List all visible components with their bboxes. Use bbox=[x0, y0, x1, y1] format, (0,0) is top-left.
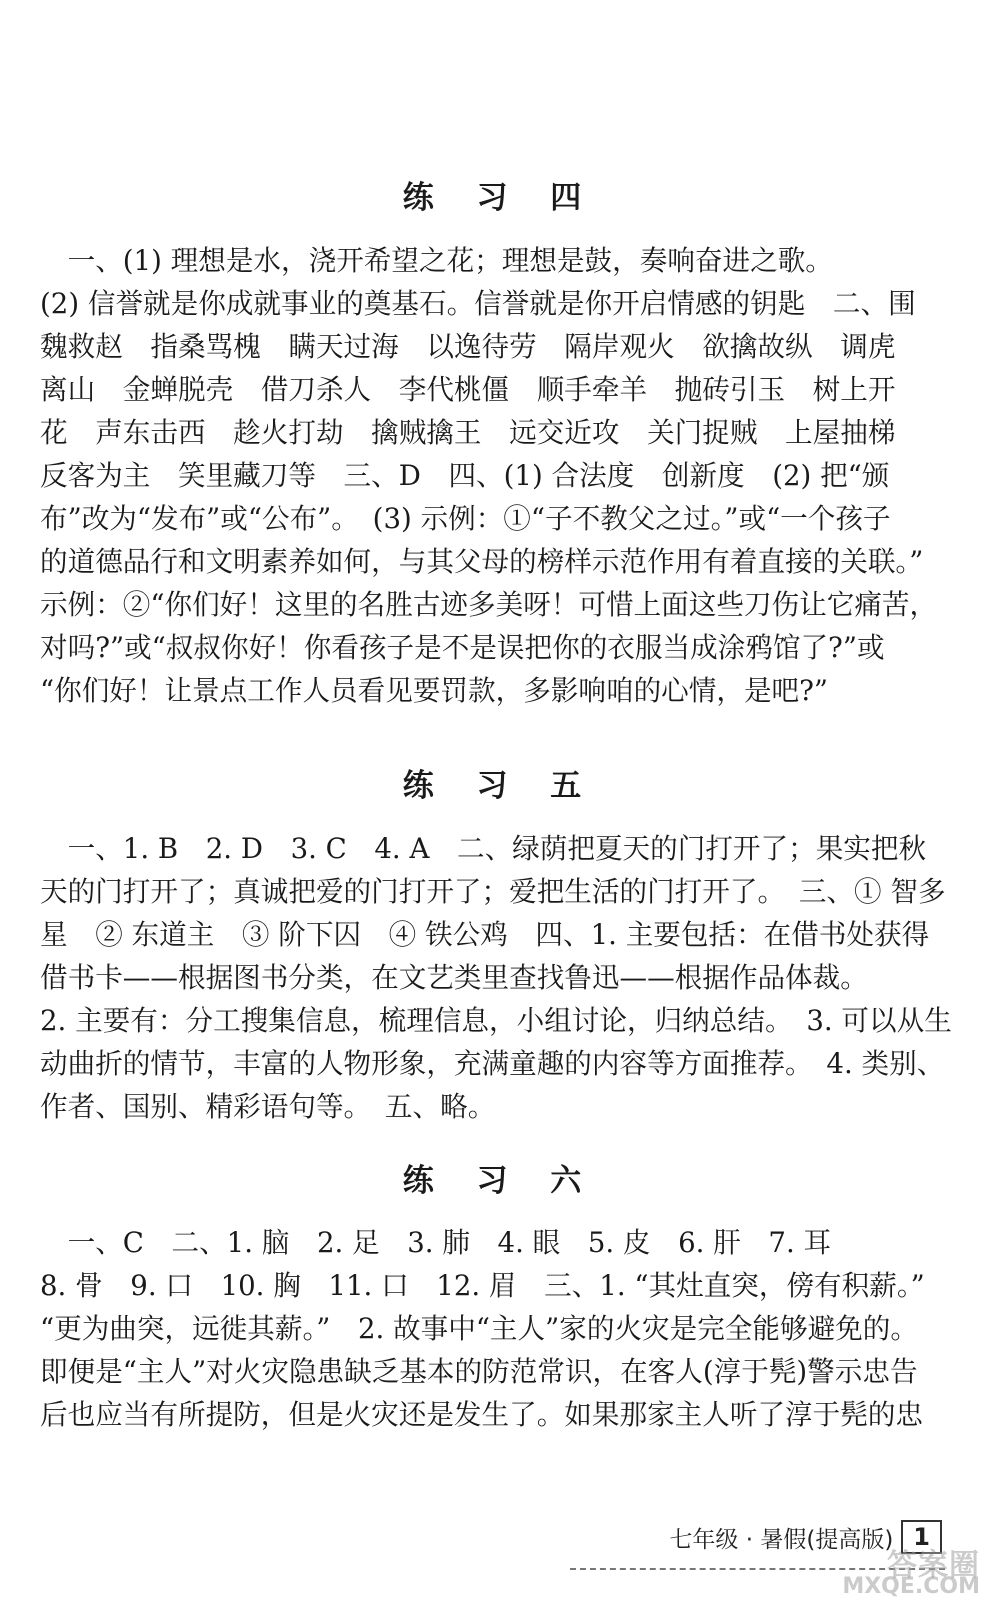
text-line: (2) 信誉就是你成就事业的奠基石。信誉就是你开启情感的钥匙 二、围 bbox=[40, 287, 916, 320]
watermark-url: MXQE.COM bbox=[842, 1574, 980, 1599]
text-line: 即便是“主人”对火灾隐患缺乏基本的防范常识，在客人(淳于髡)警示忠告 bbox=[40, 1355, 918, 1388]
section-title-5: 练 习 五 bbox=[402, 768, 598, 804]
text-line: 离山 金蝉脱壳 借刀杀人 李代桃僵 顺手牵羊 抛砖引玉 树上开 bbox=[40, 373, 896, 406]
text-line: “你们好！让景点工作人员看见要罚款，多影响咱的心情，是吧?” bbox=[40, 674, 829, 707]
text-line: 8. 骨 9. 口 10. 胸 11. 口 12. 眉 三、1. “其灶直突，傍有积薪。” bbox=[40, 1269, 925, 1302]
text-line: 星 ② 东道主 ③ 阶下囚 ④ 铁公鸡 四、1. 主要包括：在借书处获得 bbox=[40, 918, 930, 951]
watermark-brand: 答案圈 bbox=[887, 1548, 980, 1583]
text-line: 花 声东击西 趁火打劫 擒贼擒王 远交近攻 关门捉贼 上屋抽梯 bbox=[40, 416, 896, 449]
text-line: 作者、国别、精彩语句等。 五、略。 bbox=[40, 1090, 496, 1123]
page-number: 1 bbox=[901, 1520, 942, 1554]
text-line: 对吗?”或“叔叔你好！你看孩子是不是误把你的衣服当成涂鸦馆了?”或 bbox=[40, 631, 885, 664]
text-line: “更为曲突，远徙其薪。” 2. 故事中“主人”家的火灾是完全能够避免的。 bbox=[40, 1312, 918, 1345]
text-line: 2. 主要有：分工搜集信息，梳理信息，小组讨论，归纳总结。 3. 可以从生 bbox=[40, 1004, 952, 1037]
text-line: 后也应当有所提防，但是火灾还是发生了。如果那家主人听了淳于髡的忠 bbox=[40, 1398, 924, 1431]
text-line: 的道德品行和文明素养如何，与其父母的榜样示范作用有着直接的关联。” bbox=[40, 545, 924, 578]
text-line: 借书卡——根据图书分类，在文艺类里查找鲁迅——根据作品体裁。 bbox=[40, 961, 868, 994]
text-line: 天的门打开了；真诚把爱的门打开了；爱把生活的门打开了。 三、① 智多 bbox=[40, 875, 946, 908]
section-title-6: 练 习 六 bbox=[402, 1163, 598, 1199]
text-line: 动曲折的情节，丰富的人物形象，充满童趣的内容等方面推荐。 4. 类别、 bbox=[40, 1047, 945, 1080]
text-line: 示例：②“你们好！这里的名胜古迹多美呀！可惜上面这些刀伤让它痛苦， bbox=[40, 588, 938, 621]
text-line: 一、1. B 2. D 3. C 4. A 二、绿荫把夏天的门打开了；果实把秋 bbox=[40, 832, 927, 865]
grade-label: 七年级 · 暑假(提高版) bbox=[669, 1526, 894, 1553]
text-line: 布”改为“发布”或“公布”。 (3) 示例：①“子不教父之过。”或“一个孩子 bbox=[40, 502, 891, 535]
text-line: 一、(1) 理想是水，浇开希望之花；理想是鼓，奏响奋进之歌。 bbox=[40, 244, 833, 277]
text-line: 魏救赵 指桑骂槐 瞒天过海 以逸待劳 隔岸观火 欲擒故纵 调虎 bbox=[40, 330, 896, 363]
section-title-4: 练 习 四 bbox=[402, 180, 598, 216]
text-line: 反客为主 笑里藏刀等 三、D 四、(1) 合法度 创新度 (2) 把“颁 bbox=[40, 459, 890, 492]
text-line: 一、C 二、1. 脑 2. 足 3. 肺 4. 眼 5. 皮 6. 肝 7. 耳 bbox=[40, 1226, 832, 1259]
